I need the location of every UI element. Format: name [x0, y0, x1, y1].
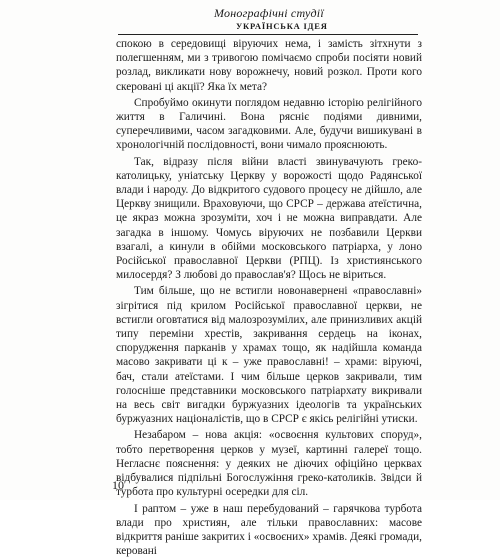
body-text — [116, 37, 422, 558]
header-divider — [118, 34, 418, 35]
paragraph: Незабаром – нова акція: «освоєння культових споруд», тобто перетворення церков у музеї, картинні галереї тощо. Негласнє пояснення: у деяких не діючих офіційно церквах відбувалися підпільні Богослужіння греко-католиків. Звідси й турбота про культурні осередки для сіл. — [116, 428, 422, 499]
paragraph: Спробуймо окинути поглядом недавню історію релігійного життя в Галичині. Вона рясніє подіями дивними, суперечливими, часом загадковими. Але, будучи вишикувані в хронологічній послідовності, вони чимало прояснюють. — [116, 96, 422, 153]
paragraph: Тим більше, що не встигли новонавернені «православні» зігрітися під крилом Російської православної церкви, не встигли оговтатися від малозрозумілих, але принизливих акцій типу переміни хрестів, закривання сердець на іконах, спорудження парканів у храмах тощо, як надійшла команда масово закривати ці к – уже православні! – храми: віруючі, бач, стали атеїстами. І чим більше церков закривали, тим голосніше представники московського патріархату викривали на весь світ вигадки буржуазних ідеологів та українських буржуазних націоналістів, що в СРСР є якісь релігійні утиски. — [116, 284, 422, 426]
page-number: 10 — [112, 478, 124, 493]
header-subtitle: УКРАЇНСЬКА ІДЕЯ — [236, 21, 328, 31]
paragraph: Так, відразу після війни власті звинувачують греко-католицьку, уніатську Церкву у ворожості щодо Радянської влади і народу. До відкритого судового процесу не дійшло, але Церкву знищили. Враховуючи, що СРСР – держава атеїстична, це якраз можна зрозуміти, хоч і не можна виправдати. Але загадка в іншому. Чомусь віруючих не позбавили Церкви взагалі, а кинули в обійми московського патріарха, у лоно Російської православної Церкви (РПЦ). Із християнського милосердя? З любові до православ'я? Щось не віриться. — [116, 155, 422, 283]
paragraph: І раптом – уже в наш перебудований – гарячкова турбота влади про християн, але тільки православних: масове відкриття раніше закритих і «освоєних» храмів. Деякі громади, керовані — [116, 502, 422, 558]
header-title: Монографічні студії — [214, 6, 324, 21]
paragraph: спокою в середовищі віруючих нема, і замість зітхнути з полегшенням, ми з тривогою помічаємо спроби посіяти новий розлад, викликати нову ворожнечу, новий розкол. Проти кого скеровані ці акції? Яка їх мета? — [116, 37, 422, 94]
